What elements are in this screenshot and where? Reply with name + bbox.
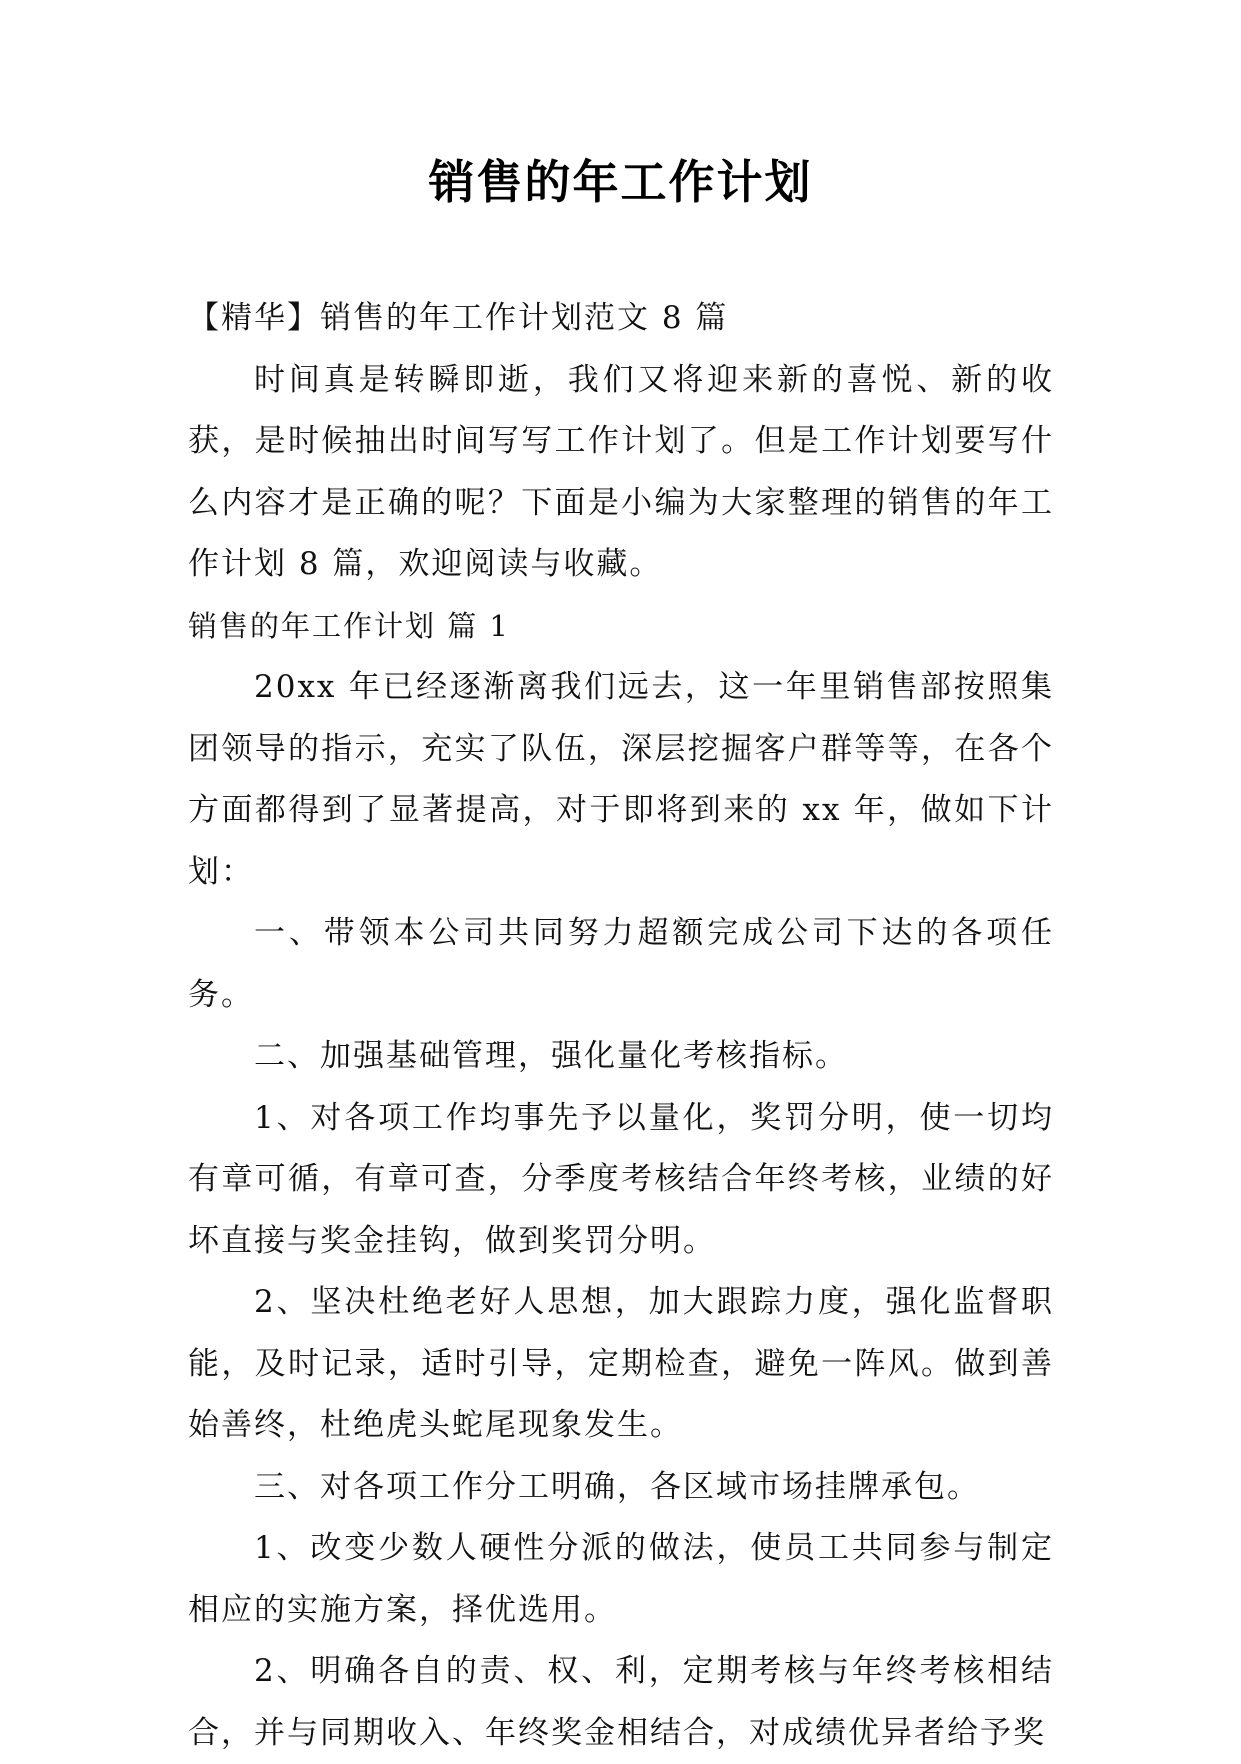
body-paragraph: 三、对各项工作分工明确，各区域市场挂牌承包。 — [254, 1468, 980, 1505]
body-paragraph: 一、带领本公司共同努力超额完成公司下达的各项任务。 — [188, 915, 1054, 1013]
section-heading: 销售的年工作计划 篇 1 — [188, 608, 510, 643]
document-body — [188, 288, 1054, 1764]
subtitle-line: 【精华】销售的年工作计划范文 8 篇 — [188, 300, 729, 336]
body-paragraph: 20xx 年已经逐渐离我们远去，这一年里销售部按照集团领导的指示，充实了队伍，深层挖掘客户群等等，在各个方面都得到了显著提高，对于即将到来的 xx 年，做如下计划： — [188, 669, 1054, 890]
body-paragraph: 1、对各项工作均事先予以量化，奖罚分明，使一切均有章可循，有章可查，分季度考核结合年终考核，业绩的好坏直接与奖金挂钩，做到奖罚分明。 — [188, 1099, 1054, 1259]
intro-paragraph: 时间真是转瞬即逝，我们又将迎来新的喜悦、新的收获，是时候抽出时间写写工作计划了。但是工作计划要写什么内容才是正确的呢？下面是小编为大家整理的销售的年工作计划 8 篇，欢迎阅读与收藏。 — [188, 361, 1054, 582]
body-paragraph: 2、坚决杜绝老好人思想，加大跟踪力度，强化监督职能，及时记录，适时引导，定期检查，避免一阵风。做到善始善终，杜绝虎头蛇尾现象发生。 — [188, 1284, 1054, 1443]
body-paragraph: 二、加强基础管理，强化量化考核指标。 — [254, 1038, 848, 1074]
body-paragraph: 1、改变少数人硬性分派的做法，使员工共同参与制定相应的实施方案，择优选用。 — [188, 1530, 1054, 1628]
body-paragraph: 2、明确各自的责、权、利，定期考核与年终考核相结合，并与同期收入、年终奖金相结合，对成绩优异者给予奖 — [188, 1653, 1054, 1751]
document-title: 销售的年工作计划 — [428, 155, 813, 209]
